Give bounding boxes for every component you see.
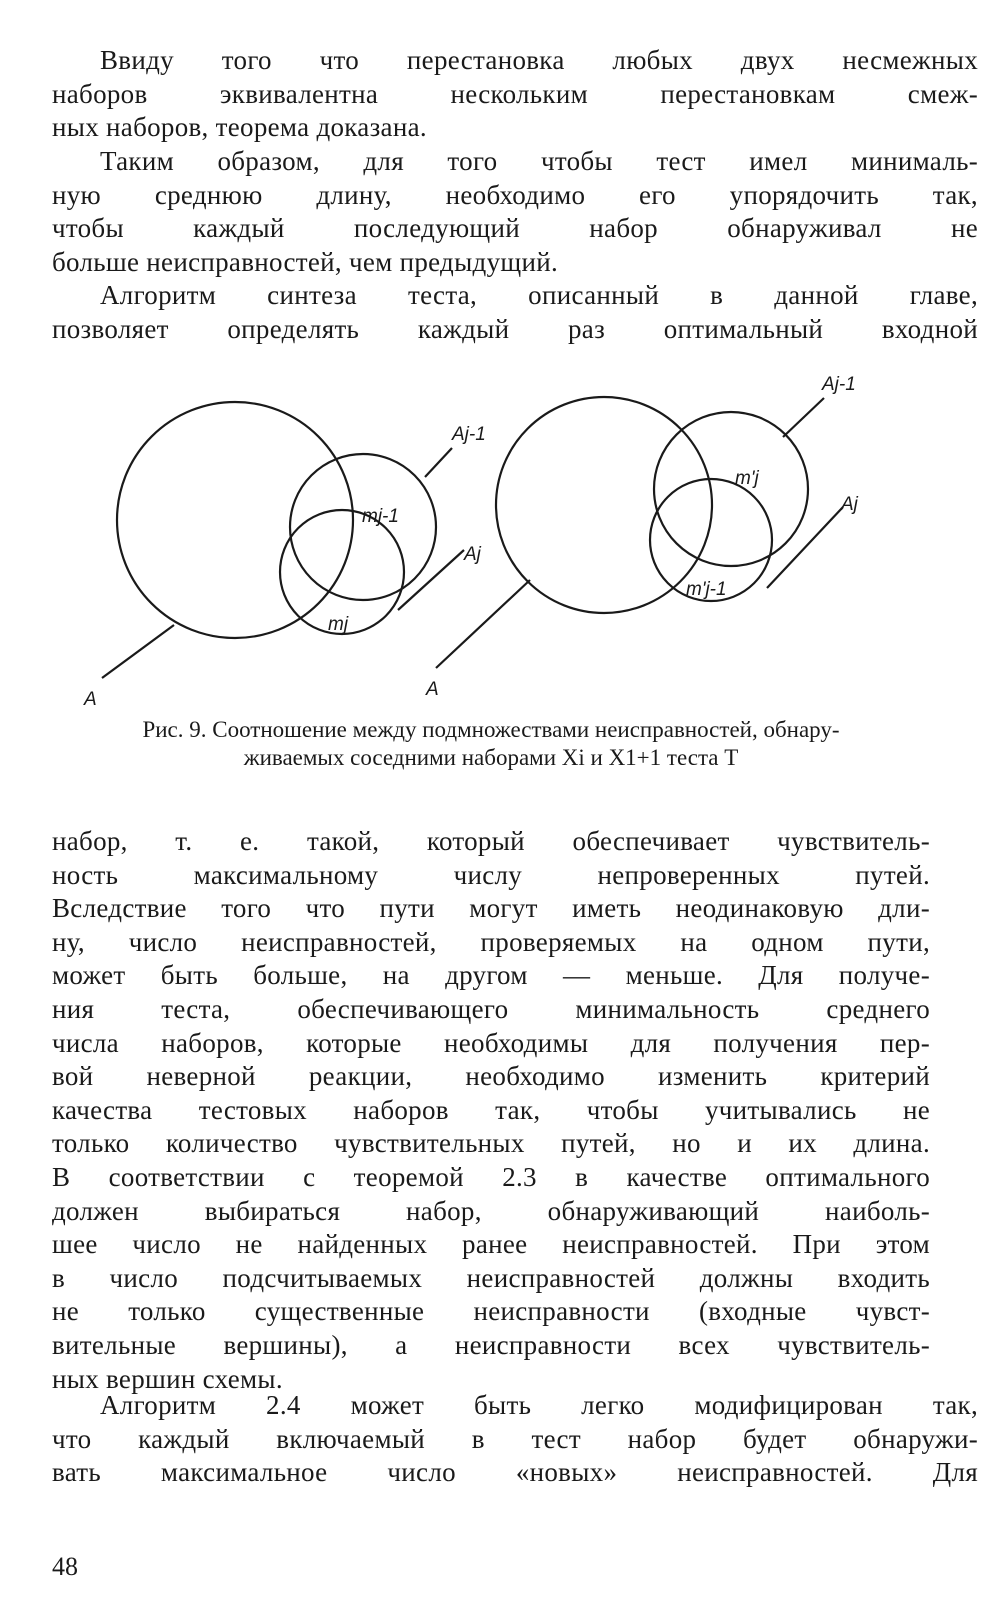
page-number: 48 bbox=[52, 1552, 78, 1581]
label-mj1-left: mj-1 bbox=[362, 506, 399, 527]
text-line: Ввиду того что перестановка любых двух несмежных bbox=[100, 45, 978, 75]
text-line: только количество чувствительных путей, но и их длина. bbox=[52, 1128, 930, 1159]
caption-line: Рис. 9. Соотношение между подмножествами неисправностей, обнару- bbox=[142, 717, 840, 742]
set-a-circle-left bbox=[117, 402, 353, 638]
label-aj-left: Aj bbox=[464, 544, 481, 565]
leader-line-a-right bbox=[436, 580, 530, 668]
paragraph-1 bbox=[52, 44, 978, 145]
label-aj1-right: Aj-1 bbox=[822, 374, 856, 395]
text-line: наборов эквивалентна нескольким перестановкам смеж- bbox=[52, 78, 978, 109]
text-line: ных вершин схемы. bbox=[52, 1363, 283, 1394]
text-line: может быть больше, на другом — меньше. Для получе- bbox=[52, 960, 930, 991]
text-line: в число подсчитываемых неисправностей должны входить bbox=[52, 1262, 930, 1293]
text-line: числа наборов, которые необходимы для получения пер- bbox=[52, 1027, 930, 1058]
label-a-right: A bbox=[426, 679, 439, 700]
text-line: набор, т. е. такой, который обеспечивает чувствитель- bbox=[52, 826, 930, 856]
text-line: вать максимальное число «новых» неисправностей. Для bbox=[52, 1457, 978, 1488]
label-aj1-left: Aj-1 bbox=[452, 424, 486, 445]
leader-line-aj-right bbox=[767, 507, 843, 588]
text-line: Алгоритм 2.4 может быть легко модифицирован так, bbox=[100, 1390, 978, 1420]
text-line: что каждый включаемый в тест набор будет обнаружи- bbox=[52, 1423, 978, 1454]
set-aj1-circle-left bbox=[290, 454, 436, 600]
text-line: ность максимальному числу непроверенных путей. bbox=[52, 859, 930, 890]
text-line: позволяет определять каждый раз оптимальный входной bbox=[52, 313, 978, 344]
text-line: вой неверной реакции, необходимо изменить критерий bbox=[52, 1061, 930, 1092]
leader-line-a-left bbox=[102, 625, 174, 678]
text-line: ных наборов, теорема доказана. bbox=[52, 112, 427, 143]
text-line: ну, число неисправностей, проверяемых на одном пути, bbox=[52, 926, 930, 957]
figure-venn-diagrams bbox=[60, 360, 930, 710]
caption-line: живаемых соседними наборами Xi и X1+1 теста T bbox=[243, 745, 739, 770]
paragraph-3 bbox=[52, 279, 978, 346]
text-line: ния теста, обеспечивающего минимальность среднего bbox=[52, 993, 930, 1024]
text-line: ную среднюю длину, необходимо его упорядочить так, bbox=[52, 179, 978, 210]
text-line: В соответствии с теоремой 2.3 в качестве оптимального bbox=[52, 1161, 930, 1192]
paragraph-2 bbox=[52, 145, 978, 279]
text-line: Вследствие того что пути могут иметь неодинаковую дли- bbox=[52, 893, 930, 924]
text-line: Алгоритм синтеза теста, описанный в данной главе, bbox=[100, 280, 978, 310]
text-line: Таким образом, для того чтобы тест имел минималь- bbox=[100, 146, 978, 176]
text-line: больше неисправностей, чем предыдущий. bbox=[52, 246, 559, 277]
text-line: шее число не найденных ранее неисправностей. При этом bbox=[52, 1229, 930, 1260]
paragraph-5 bbox=[52, 1389, 978, 1490]
text-line: качества тестовых наборов так, чтобы учитывались не bbox=[52, 1094, 930, 1125]
text-line: вительные вершины), а неисправности всех чувствитель- bbox=[52, 1329, 930, 1360]
leader-line-aj-left bbox=[398, 550, 464, 610]
label-aj-right: Aj bbox=[841, 494, 858, 515]
label-mj-prime-right: m'j bbox=[735, 468, 759, 489]
label-a-left: A bbox=[84, 689, 97, 710]
label-mj1-prime-right: m'j-1 bbox=[686, 579, 727, 600]
leader-line-aj1-right bbox=[783, 398, 824, 437]
label-mj-left: mj bbox=[328, 614, 349, 635]
figure-caption bbox=[52, 716, 930, 772]
text-line: должен выбираться набор, обнаруживающий наиболь- bbox=[52, 1195, 930, 1226]
text-line: не только существенные неисправности (входные чувст- bbox=[52, 1296, 930, 1327]
paragraph-4 bbox=[52, 825, 930, 1396]
leader-line-aj1-left bbox=[425, 448, 452, 477]
venn-svg bbox=[60, 360, 930, 710]
text-line: чтобы каждый последующий набор обнаруживал не bbox=[52, 213, 978, 244]
